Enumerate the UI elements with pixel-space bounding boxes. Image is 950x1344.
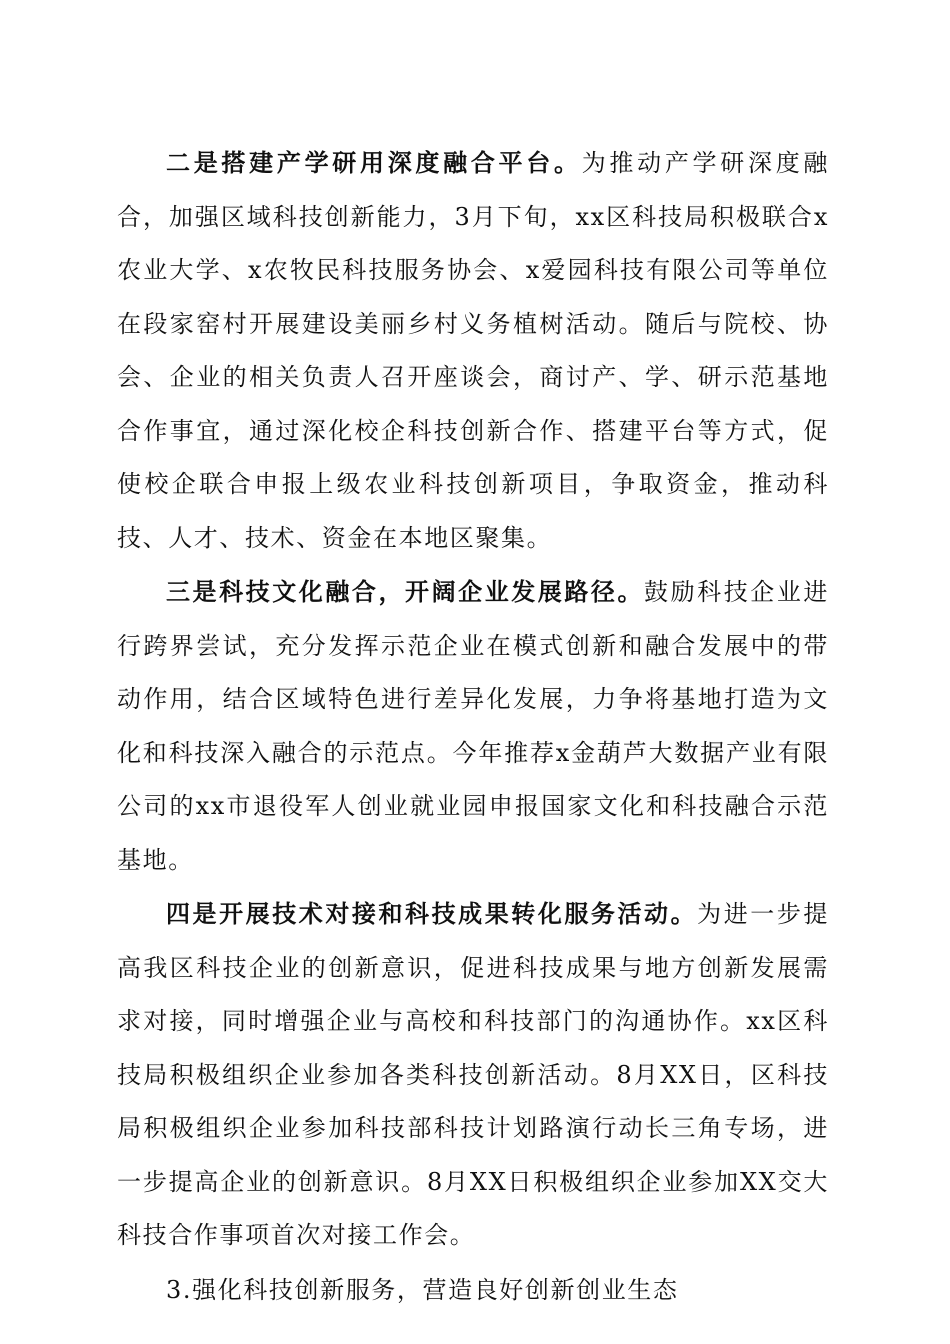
paragraph-text: 为推动产学研深度融合，加强区域科技创新能力，3月下旬，xx区科技局积极联合x农业大学、x农牧民科技服务协会、x爱园科技有限公司等单位在段家窑村开展建设美丽乡村义务植树活动。随后与院校、协会、企业的相关负责人召开座谈会，商讨产、学、研示范基地合作事宜，通过深化校企科技创新合作、搭建平台等方式，促使校企联合申报上级农业科技创新项目，争取资金，推动科技、人才、技术、资金在本地区聚集。 — [117, 149, 830, 552]
document-body — [117, 136, 829, 1317]
section-heading-3 — [117, 1263, 829, 1318]
section-heading-text: 3.强化科技创新服务，营造良好创新创业生态 — [166, 1275, 679, 1304]
paragraph-heading: 三是科技文化融合，开阔企业发展路径。 — [166, 577, 645, 606]
paragraph-heading: 四是开展技术对接和科技成果转化服务活动。 — [166, 899, 698, 928]
paragraph-text: 鼓励科技企业进行跨界尝试，充分发挥示范企业在模式创新和融合发展中的带动作用，结合区域特色进行差异化发展，力争将基地打造为文化和科技深入融合的示范点。今年推荐x金葫芦大数据产业有限公司的xx市退役军人创业就业园申报国家文化和科技融合示范基地。 — [117, 578, 829, 874]
paragraph-heading: 二是搭建产学研用深度融合平台。 — [166, 148, 582, 177]
paragraph-4 — [117, 887, 829, 1263]
paragraph-3 — [117, 565, 829, 887]
paragraph-2 — [117, 136, 829, 565]
paragraph-text: 为进一步提高我区科技企业的创新意识，促进科技成果与地方创新发展需求对接，同时增强企业与高校和科技部门的沟通协作。xx区科技局积极组织企业参加各类科技创新活动。8月XX日，区科技局积极组织企业参加科技部科技计划路演行动长三角专场，进一步提高企业的创新意识。8月XX日积极组织企业参加XX交大科技合作事项首次对接工作会。 — [117, 900, 830, 1249]
